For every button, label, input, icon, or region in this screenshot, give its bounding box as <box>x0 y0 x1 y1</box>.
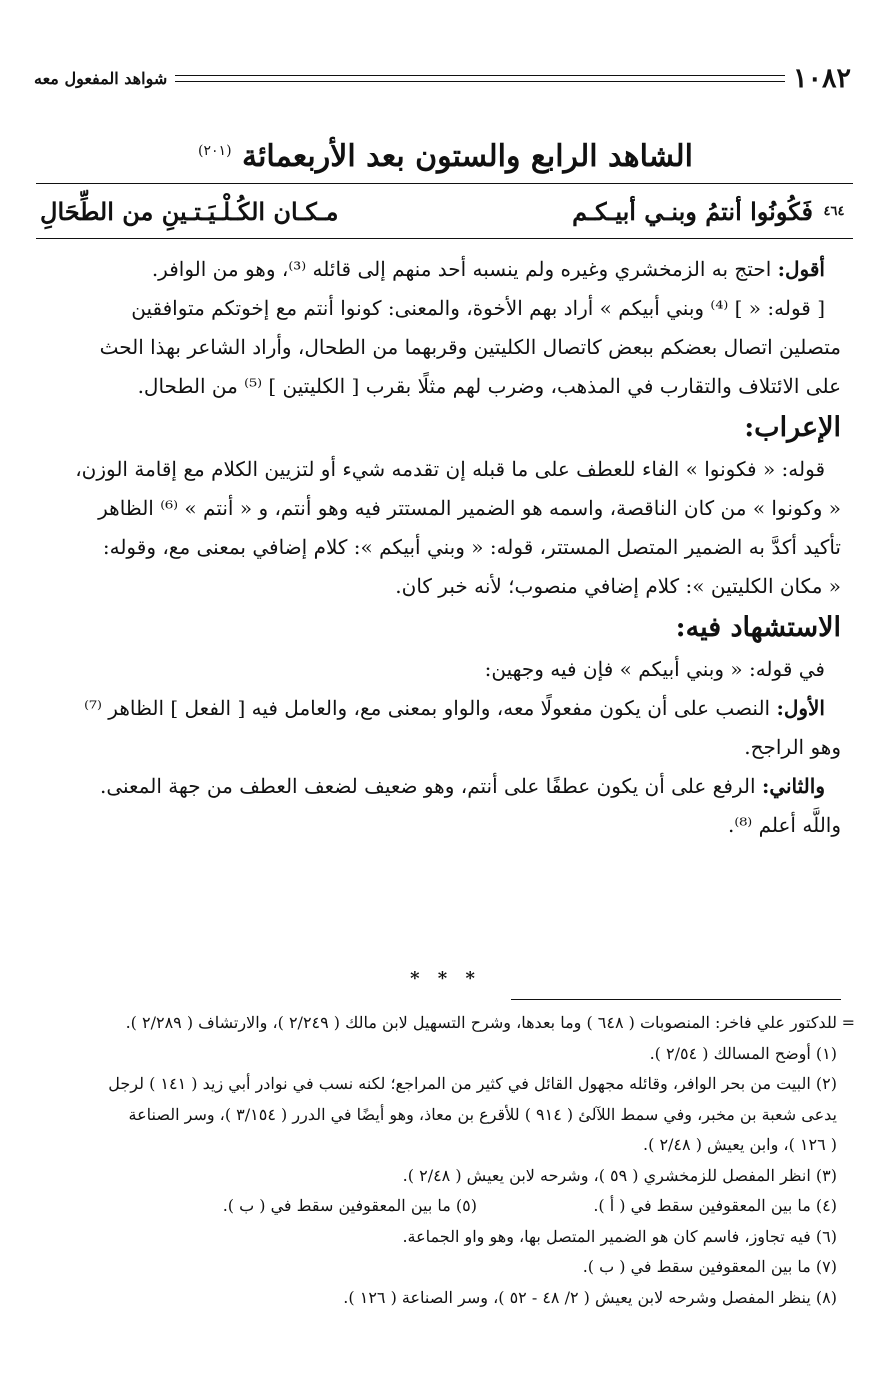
footnotes-4-5 <box>40 1191 837 1222</box>
body-text <box>40 250 841 845</box>
footnote-6: (٦) فيه تجاوز، فاسم كان هو الضمير المتصل بها، وهو واو الجماعة. <box>402 1226 837 1246</box>
footnote-2-line-2: يدعى شعبة بن مخبر، وفي سمط اللآلئ ( ٩١٤ ) للأقرع بن معاذ، وهو أيضًا في الدرر ( ٣/١٥٤ )، وسر الصناعة <box>128 1104 837 1124</box>
continuation-mark: = <box>841 1013 855 1032</box>
footnotes <box>40 1008 855 1313</box>
verse-first-hemistich: فَكُونُوا أنتمُ وبنـي أبيـكـم <box>572 196 813 226</box>
footnote-4: (٤) ما بين المعقوفين سقط في ( أ ). <box>593 1196 837 1215</box>
irab-line-4: « مكان الكليتين »: كلام إضافي منصوب؛ لأنه خبر كان. <box>395 574 841 598</box>
section-title-text: الشاهد الرابع والستون بعد الأربعمائة <box>242 139 693 174</box>
first-aspect-continuation: وهو الراجح. <box>744 735 841 759</box>
footnote-continuation-text: للدكتور علي فاخر: المنصوبات ( ٦٤٨ ) وما بعدها، وشرح التسهيل لابن مالك ( ٢/٢٤٩ )، والارتشاف ( ٢/٢٨٩ ). <box>125 1013 837 1032</box>
running-header <box>34 60 851 96</box>
footnote-continuation <box>40 1008 855 1039</box>
irab-line-2: « وكونوا » من كان الناقصة، واسمه هو الضمير المستتر فيه وهو أنتم، و « أنتم » ⁽⁶⁾ الظاهر <box>98 496 841 520</box>
page-number: ١٠٨٢ <box>792 62 851 94</box>
intro-paragraph-line <box>40 250 841 289</box>
istishhad-heading: الاستشهاد فيه: <box>675 612 841 643</box>
footnote-3: (٣) انظر المفصل للزمخشري ( ٥٩ )، وشرحه لابن يعيش ( ٢/٤٨ ). <box>402 1165 837 1185</box>
footnote-rule <box>511 999 841 1000</box>
section-separator: * * * <box>410 968 481 989</box>
first-aspect-label: الأول: <box>776 696 825 720</box>
irab-heading: الإعراب: <box>744 412 841 443</box>
footnote-1: (١) أوضح المسالك ( ٢/٥٤ ). <box>649 1043 837 1063</box>
section-title-note: (٢٠١) <box>198 143 232 159</box>
second-aspect-line <box>40 767 841 806</box>
intro-line-1: احتج به الزمخشري وغيره ولم ينسبه أحد منهم إلى قائله ⁽³⁾، وهو من الوافر. <box>151 257 772 281</box>
intro-line-3: متصلين اتصال بعضكم ببعض كاتصال الكليتين وقربهما من الطحال، وأراد الشاعر بهذا الحث <box>99 335 841 359</box>
second-aspect-continuation: واللَّه أعلم ⁽⁸⁾. <box>727 813 841 837</box>
irab-line-1: قوله: « فكونوا » الفاء للعطف على ما قبله إن تقدمه شيء أو لتزيين الكلام مع إقامة الوزن، <box>75 457 825 481</box>
verse-box <box>36 183 853 239</box>
second-aspect-text: الرفع على أن يكون عطفًا على أنتم، وهو ضعيف لضعف العطف من جهة المعنى. <box>99 774 756 798</box>
footnote-8: (٨) ينظر المفصل وشرحه لابن يعيش ( ٢/ ٤٨ - ٥٢ )، وسر الصناعة ( ١٢٦ ). <box>343 1287 837 1307</box>
verse-number: ٤٦٤ <box>823 203 845 219</box>
section-title <box>40 125 851 183</box>
intro-line-2: [ قوله: « ] ⁽⁴⁾ وبني أبيكم » أراد بهم الأخوة، والمعنى: كونوا أنتم مع إخوتكم متوافقين <box>131 296 825 320</box>
intro-line-4: على الائتلاف والتقارب في المذهب، وضرب لهم مثلًا بقرب [ الكليتين ] ⁽⁵⁾ من الطحال. <box>137 374 841 398</box>
istishhad-line-1: في قوله: « وبني أبيكم » فإن فيه وجهين: <box>484 657 825 681</box>
running-title: شواهد المفعول معه <box>34 68 168 88</box>
second-aspect-label: والثاني: <box>761 774 825 798</box>
footnote-7: (٧) ما بين المعقوفين سقط في ( ب ). <box>582 1257 837 1276</box>
footnote-2-line-3: ( ١٢٦ )، وابن يعيش ( ٢/٤٨ ). <box>643 1135 837 1154</box>
irab-line-3: تأكيد أكدَّ به الضمير المتصل المستتر، قوله: « وبني أبيكم »: كلام إضافي بمعنى مع، وقوله: <box>102 535 841 559</box>
footnote-5: (٥) ما بين المعقوفين سقط في ( ب ). <box>222 1196 477 1215</box>
header-rule <box>175 75 785 82</box>
intro-label: أقول: <box>777 257 825 281</box>
verse-second-hemistich: مـكـان الكُـلْـيَـتـينِ من الطِّحَالِ <box>40 196 339 226</box>
footnote-2-line-1: (٢) البيت من بحر الوافر، وقائله مجهول القائل في كثير من المراجع؛ لكنه نسب في نوادر أبي زيد ( ١٤١ ) لرجل <box>108 1074 837 1093</box>
first-aspect-text: النصب على أن يكون مفعولًا معه، والواو بمعنى مع، والعامل فيه [ الفعل ] الظاهر ⁽⁷⁾ <box>84 696 771 720</box>
first-aspect-line <box>40 689 841 728</box>
